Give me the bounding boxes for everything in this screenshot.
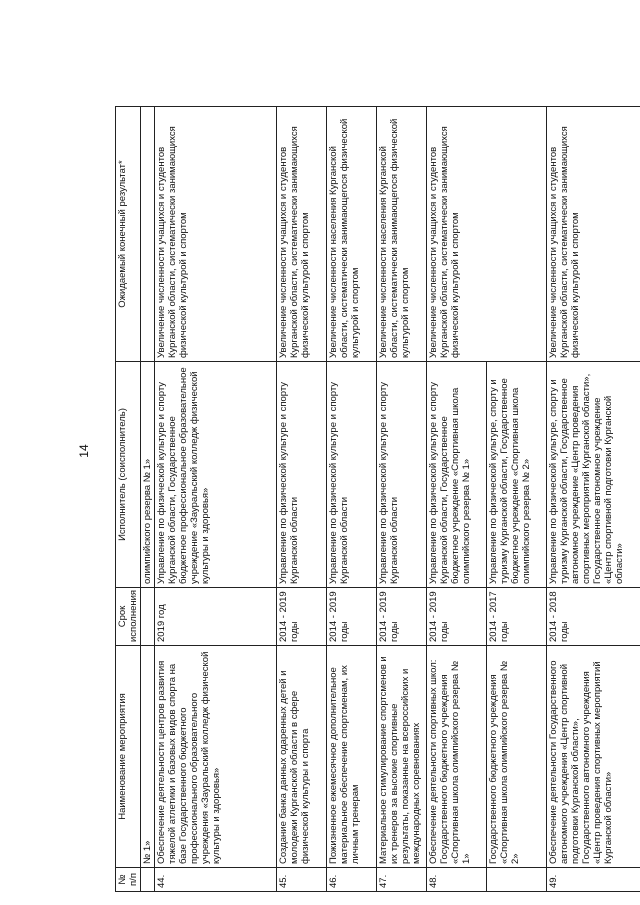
table-row-44 bbox=[155, 107, 277, 892]
header-name: Наименование мероприятия bbox=[116, 646, 141, 868]
cell-name: Пожизненное ежемесячное дополнительное материальное обеспечение спортсменам, их личным тренерам bbox=[327, 646, 377, 868]
table-row-47 bbox=[377, 107, 427, 892]
cell-name: Материальное стимулирование спортсменов и их тренеров за высокие спортивные результаты, показанные на всероссийских и международных соревнованиях bbox=[377, 646, 427, 868]
cell-result: Увеличение численности населения Курганской области, систематически занимающегося физической культурой и спортом bbox=[327, 107, 377, 362]
table-row-48 bbox=[427, 107, 487, 892]
table-row-46 bbox=[327, 107, 377, 892]
cell-term: 2014 - 2019 годы bbox=[277, 588, 327, 646]
cell-num: 48. bbox=[427, 868, 487, 892]
cell-num: 44. bbox=[155, 868, 277, 892]
cell-num: 46. bbox=[327, 868, 377, 892]
cell-executor: Управление по физической культуре и спорту Курганской области, Государственное бюджетное профессиональное образовательное учреждение «Зауральский колледж физической культуры и здоровья» bbox=[155, 362, 277, 588]
cell-num: 47. bbox=[377, 868, 427, 892]
cell-num bbox=[487, 868, 547, 892]
cell-result: Увеличение численности учащихся и студентов Курганской области, систематически занимающихся физической культурой и спортом bbox=[427, 107, 547, 362]
cell-result: Увеличение численности учащихся и студентов Курганской области, систематически занимающихся физической культурой и спортом bbox=[547, 107, 640, 362]
cell-executor: Управление по физической культуре и спорту Курганской области, Государственное бюджетное учреждение «Спортивная школа олимпийского резерва № 1» bbox=[427, 362, 487, 588]
cell-executor: Управление по физической культуре, спорту и туризму Курганской области, Государственное бюджетное учреждение «Спортивная школа олимпийского резерва № 2» bbox=[487, 362, 547, 588]
page-number: 14 bbox=[77, 444, 91, 458]
table-row-continuation bbox=[141, 107, 155, 892]
rotated-table-container bbox=[115, 107, 625, 892]
cell-result: Увеличение численности учащихся и студентов Курганской области, систематически занимающихся физической культурой и спортом bbox=[277, 107, 327, 362]
table-row-45 bbox=[277, 107, 327, 892]
header-executor: Исполнитель (соисполнитель) bbox=[116, 362, 141, 588]
table-row-49 bbox=[547, 107, 640, 892]
header-num: № п/п bbox=[116, 868, 141, 892]
cell-executor: Управление по физической культуре и спорту Курганской области bbox=[377, 362, 427, 588]
cell-term: 2014 - 2019 годы bbox=[427, 588, 487, 646]
cell-name: Обеспечение деятельности Государственного автономного учреждения «Центр спортивной подготовки Курганской области», Государственного автономного учреждения «Центр проведения спортивных мероприятий Курганской области» bbox=[547, 646, 640, 868]
table-header-row bbox=[116, 107, 141, 892]
activities-table bbox=[115, 106, 640, 892]
cell-term: 2014 - 2018 годы bbox=[547, 588, 640, 646]
cell-term: 2014 - 2019 годы bbox=[327, 588, 377, 646]
cell-term: 2014 - 2019 годы bbox=[377, 588, 427, 646]
cell-name: № 1» bbox=[141, 646, 155, 868]
cell-term: 2019 год bbox=[155, 588, 277, 646]
cell-num: 45. bbox=[277, 868, 327, 892]
cell-name: Обеспечение деятельности центров развития тяжелой атлетики и базовых видов спорта на базе Государственного бюджетного профессионального образовательного учреждения «Зауральский колледж физической культуры и здоровья» bbox=[155, 646, 277, 868]
cell-num: 49. bbox=[547, 868, 640, 892]
cell-executor: Управление по физической культуре и спорту Курганской области bbox=[277, 362, 327, 588]
header-term: Срок исполнения bbox=[116, 588, 141, 646]
cell-result: Увеличение численности учащихся и студентов Курганской области, систематически занимающихся физической культурой и спортом bbox=[155, 107, 277, 362]
cell-executor: Управление по физической культуре и спорту Курганской области bbox=[327, 362, 377, 588]
cell-executor: олимпийского резерва № 1» bbox=[141, 362, 155, 588]
cell-name: Обеспечение деятельности спортивных школ: Государственного бюджетного учреждения «Спортивная школа олимпийского резерва № 1» bbox=[427, 646, 487, 868]
header-result: Ожидаемый конечный результат* bbox=[116, 107, 141, 362]
cell-executor: Управление по физической культуре, спорту и туризму Курганской области, Государственное автономное учреждение «Центр проведения спортивных мероприятий Курганской области», Государственное автономное учреждение «Центр спортивной подготовки Курганской области» bbox=[547, 362, 640, 588]
cell-name: Создание банка данных одаренных детей и молодежи Курганской области в сфере физической культуры и спорта bbox=[277, 646, 327, 868]
cell-name: Государственного бюджетного учреждения «Спортивная школа олимпийского резерва № 2» bbox=[487, 646, 547, 868]
cell-term: 2014 - 2017 годы bbox=[487, 588, 547, 646]
cell-result: Увеличение численности населения Курганской области, систематически занимающегося физической культурой и спортом bbox=[377, 107, 427, 362]
